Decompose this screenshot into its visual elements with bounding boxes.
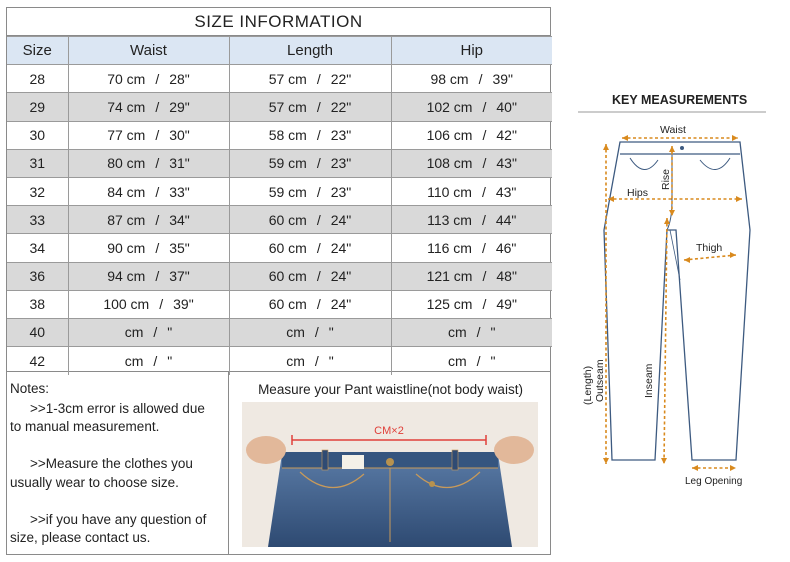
- measure-cell: 98 cm / 39": [391, 65, 552, 93]
- size-row: [7, 347, 552, 375]
- size-row: [7, 290, 552, 318]
- size-row: [7, 121, 552, 149]
- measure-cell: 106 cm / 42": [391, 121, 552, 149]
- size-table: [7, 36, 552, 375]
- jeans-waist-illustration: [242, 402, 538, 547]
- measure-cell: 60 cm / 24": [229, 262, 391, 290]
- hips-label: Hips: [627, 187, 649, 199]
- measure-cell: 87 cm / 34": [68, 206, 229, 234]
- pants-diagram: [572, 80, 772, 500]
- size-row: [7, 234, 552, 262]
- measure-cell: 60 cm / 24": [229, 234, 391, 262]
- measure-cell: 57 cm / 22": [229, 93, 391, 121]
- size-cell: 42: [7, 347, 68, 375]
- measure-cell: 84 cm / 33": [68, 177, 229, 205]
- measure-panel: [229, 372, 552, 555]
- header-length: Length: [229, 37, 391, 65]
- measure-cell: cm / ": [391, 347, 552, 375]
- measure-cell: 94 cm / 37": [68, 262, 229, 290]
- measure-cell: 58 cm / 23": [229, 121, 391, 149]
- size-row: [7, 149, 552, 177]
- measure-cell: 59 cm / 23": [229, 149, 391, 177]
- note-item: [10, 400, 225, 437]
- waistline-photo: [242, 402, 538, 547]
- size-row: [7, 93, 552, 121]
- size-row: [7, 206, 552, 234]
- header-waist: Waist: [68, 37, 229, 65]
- measure-cell: 116 cm / 46": [391, 234, 552, 262]
- note-lead: >>if you have any question of: [30, 511, 207, 527]
- waist-label: Waist: [660, 124, 686, 136]
- measure-cell: 60 cm / 24": [229, 290, 391, 318]
- size-cell: 38: [7, 290, 68, 318]
- measure-cell: cm / ": [391, 318, 552, 346]
- measure-cell: 113 cm / 44": [391, 206, 552, 234]
- size-cell: 36: [7, 262, 68, 290]
- pants-outline: [604, 142, 750, 460]
- measure-cell: 74 cm / 29": [68, 93, 229, 121]
- measure-cell: 57 cm / 22": [229, 65, 391, 93]
- size-cell: 29: [7, 93, 68, 121]
- size-cell: 33: [7, 206, 68, 234]
- measure-cell: cm / ": [68, 318, 229, 346]
- header-row: [7, 37, 552, 65]
- measure-cell: 121 cm / 48": [391, 262, 552, 290]
- measure-cell: 77 cm / 30": [68, 121, 229, 149]
- notes-heading: Notes:: [10, 381, 50, 396]
- note-item: [10, 511, 225, 548]
- measure-label: CM×2: [374, 425, 404, 437]
- leg-opening-label: Leg Opening: [685, 476, 743, 487]
- size-cell: 30: [7, 121, 68, 149]
- measure-caption: Measure your Pant waistline(not body waist): [258, 382, 523, 397]
- measure-cell: 60 cm / 24": [229, 206, 391, 234]
- measure-cell: 100 cm / 39": [68, 290, 229, 318]
- header-size: Size: [7, 37, 68, 65]
- note-lead: >>1-3cm error is allowed due: [30, 400, 205, 416]
- measure-cell: cm / ": [68, 347, 229, 375]
- size-row: [7, 65, 552, 93]
- measure-cell: 108 cm / 43": [391, 149, 552, 177]
- key-title: KEY MEASUREMENTS: [612, 93, 748, 107]
- rise-label: Rise: [660, 168, 672, 190]
- size-row: [7, 262, 552, 290]
- size-chart: [6, 7, 551, 372]
- chart-title: SIZE INFORMATION: [7, 8, 550, 36]
- measure-cell: 110 cm / 43": [391, 177, 552, 205]
- inseam-label: Inseam: [643, 363, 655, 398]
- note-rest: to manual measurement.: [10, 419, 160, 434]
- thigh-label: Thigh: [696, 242, 723, 254]
- size-row: [7, 318, 552, 346]
- notes-panel: [7, 372, 229, 555]
- note-rest: usually wear to choose size.: [10, 474, 179, 490]
- key-measurements-panel: [572, 80, 772, 500]
- measure-cell: cm / ": [229, 318, 391, 346]
- length-label: (Length): [582, 365, 594, 405]
- note-rest: size, please contact us.: [10, 530, 151, 545]
- info-box: [6, 372, 551, 555]
- measure-cell: 59 cm / 23": [229, 177, 391, 205]
- note-lead: >>Measure the clothes you: [30, 456, 193, 471]
- size-cell: 32: [7, 177, 68, 205]
- measure-cell: 70 cm / 28": [68, 65, 229, 93]
- measure-cell: 102 cm / 40": [391, 93, 552, 121]
- note-item: [10, 455, 225, 492]
- size-cell: 31: [7, 149, 68, 177]
- size-cell: 40: [7, 318, 68, 346]
- header-hip: Hip: [391, 37, 552, 65]
- measure-cell: 90 cm / 35": [68, 234, 229, 262]
- measure-cell: cm / ": [229, 347, 391, 375]
- size-cell: 28: [7, 65, 68, 93]
- outseam-label: Outseam: [594, 359, 606, 402]
- measure-cell: 80 cm / 31": [68, 149, 229, 177]
- size-cell: 34: [7, 234, 68, 262]
- size-row: [7, 177, 552, 205]
- measure-cell: 125 cm / 49": [391, 290, 552, 318]
